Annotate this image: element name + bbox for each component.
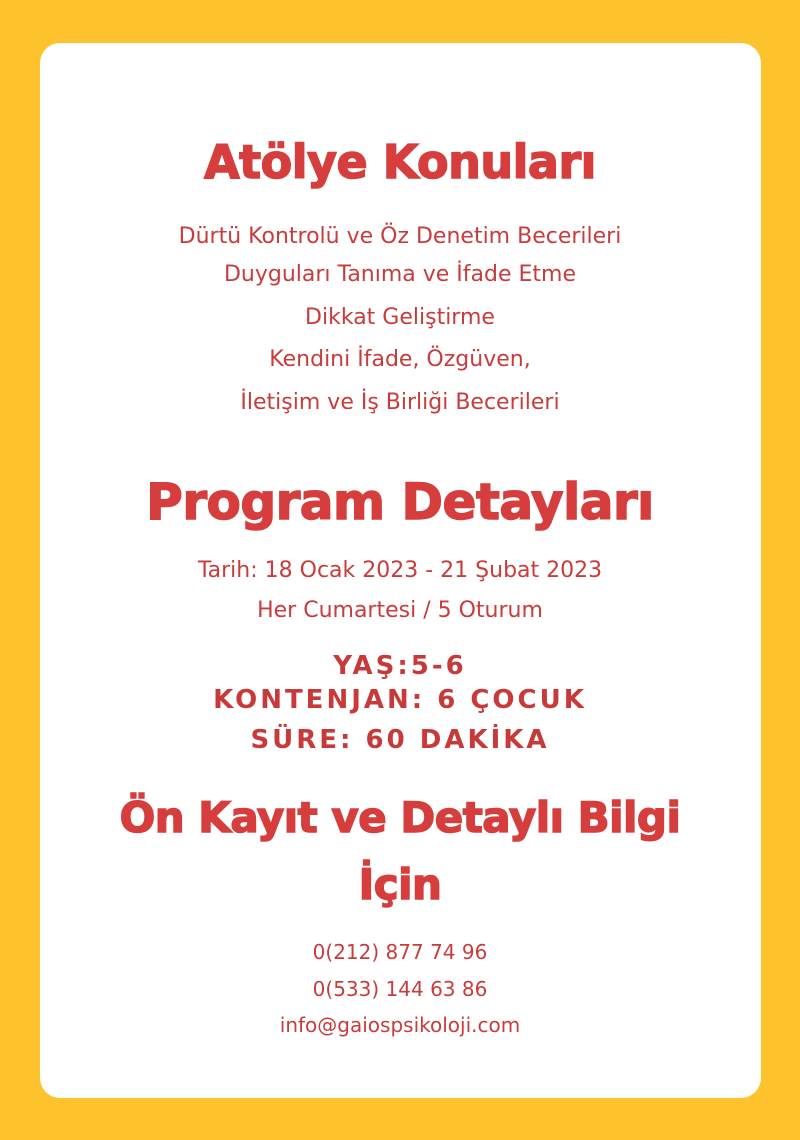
topic-item: İletişim ve İş Birliği Becerileri [240, 390, 560, 415]
capacity-info: KONTENJAN: 6 ÇOCUK [213, 685, 587, 715]
program-details-heading: Program Detayları [146, 473, 654, 531]
registration-heading-cont: İçin [358, 860, 442, 909]
program-schedule: Her Cumartesi / 5 Oturum [257, 598, 543, 623]
topic-item: Dikkat Geliştirme [305, 305, 495, 330]
duration-info: SÜRE: 60 DAKİKA [250, 725, 550, 755]
topic-item: Kendini İfade, Özgüven, [269, 347, 531, 372]
topic-item: Duyguları Tanıma ve İfade Etme [223, 262, 577, 287]
workshop-topics-heading: Atölye Konuları [204, 135, 596, 189]
topic-item: Dürtü Kontrolü ve Öz Denetim Becerileri [178, 224, 622, 249]
phone-number[interactable]: 0(533) 144 63 86 [312, 977, 488, 1001]
email-address[interactable]: info@gaiospsikoloji.com [279, 1013, 521, 1037]
age-info: YAŞ:5-6 [333, 651, 467, 681]
phone-number[interactable]: 0(212) 877 74 96 [312, 940, 488, 964]
registration-heading: Ön Kayıt ve Detaylı Bilgi [119, 793, 681, 842]
program-date: Tarih: 18 Ocak 2023 - 21 Şubat 2023 [197, 558, 603, 583]
